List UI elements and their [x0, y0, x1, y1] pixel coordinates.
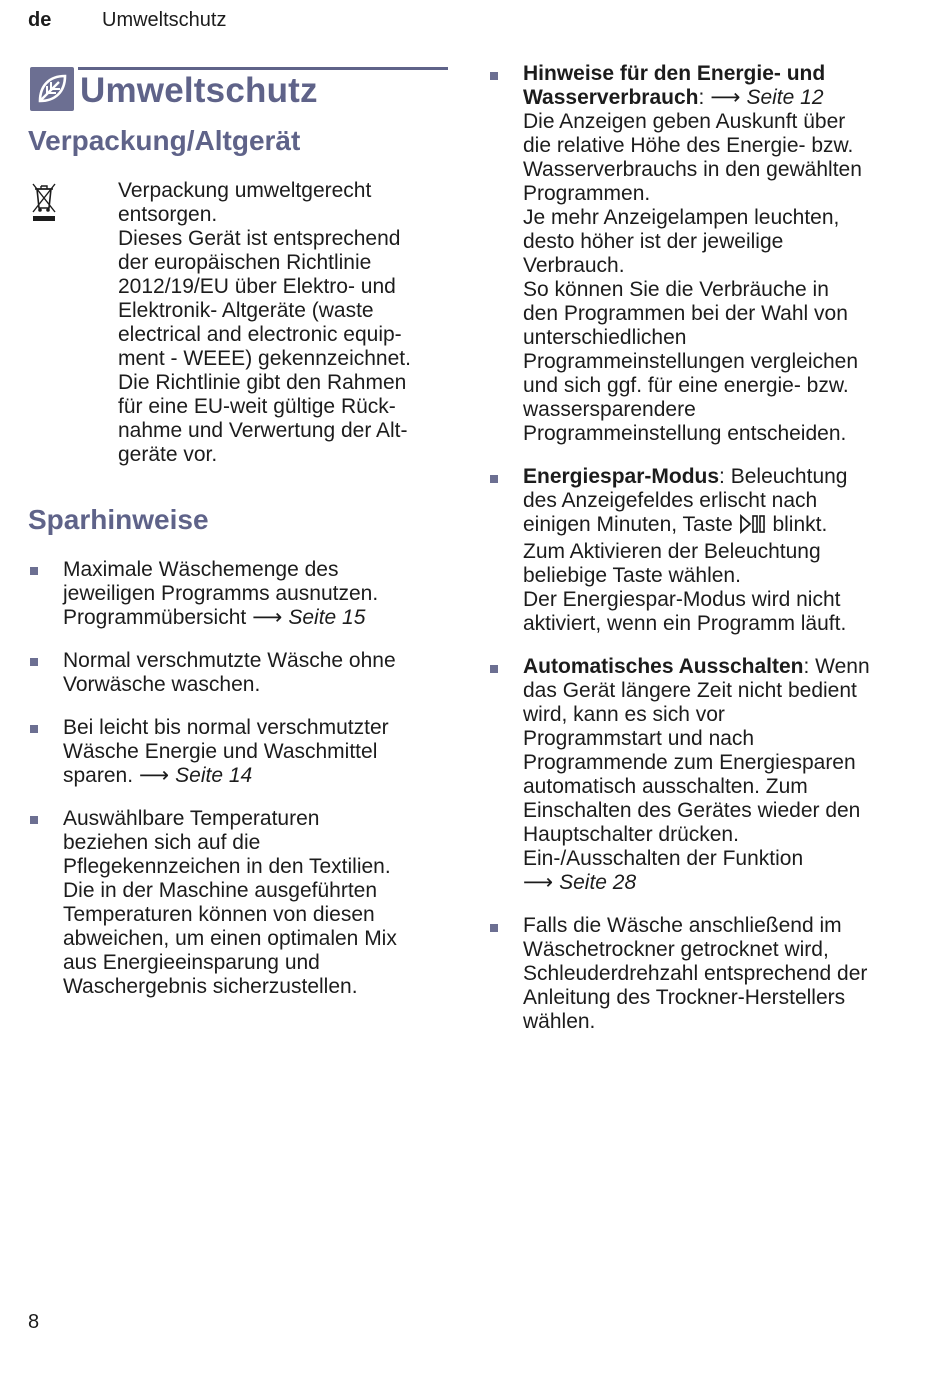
right-column [486, 62, 916, 1053]
text-line: beziehen sich auf die [63, 831, 261, 854]
chapter-heading [28, 66, 450, 118]
text-line: geräte vor. [118, 443, 218, 466]
bullet-square-icon [490, 475, 498, 483]
list-item-automatisches-ausschalten [486, 655, 916, 895]
left-column [28, 66, 450, 1018]
bullet-square-icon [30, 567, 38, 575]
text-line: Die Anzeigen geben Auskunft über [523, 110, 846, 133]
arrow-right-icon: ⟶ [523, 871, 554, 894]
item-heading-cont: Wasserverbrauch [523, 86, 699, 109]
text-line: und sich ggf. für eine energie- bzw. [523, 374, 849, 397]
text-line: Pflegekennzeichen in den Textilien. [63, 855, 391, 878]
text-line: für eine EU-weit gültige Rück- [118, 395, 396, 418]
text-line: electrical and electronic equip- [118, 323, 402, 346]
bullet-square-icon [490, 924, 498, 932]
reference-line [63, 764, 450, 788]
text-line: Wäschetrockner getrocknet wird, [523, 938, 829, 961]
text-line: automatisch ausschalten. Zum [523, 775, 808, 798]
list-item [28, 807, 450, 999]
text-line: Maximale Wäschemenge des [63, 558, 339, 581]
colon: : [698, 86, 705, 109]
text-line: Vorwäsche waschen. [63, 673, 261, 696]
text-line: die relative Höhe des Energie- bzw. [523, 134, 854, 157]
text-line: Wäsche Energie und Waschmittel [63, 740, 378, 763]
text-line: Zum Aktivieren der Beleuchtung [523, 540, 821, 563]
text-line: jeweiligen Programms ausnutzen. [63, 582, 379, 605]
list-item-energie-wasser [486, 62, 916, 446]
item-first-line [523, 655, 916, 679]
text-line-with-icon [523, 513, 916, 540]
text-line: Dieses Gerät ist entsprechend [118, 227, 401, 250]
text-line: Der Energiespar-Modus wird nicht [523, 588, 841, 611]
text-line: Programmen. [523, 182, 651, 205]
reference-text: sparen. [63, 764, 134, 787]
text-line: aus Energieeinsparung und [63, 951, 320, 974]
weee-text [118, 179, 450, 467]
text-line: Waschergebnis sicherzustellen. [63, 975, 358, 998]
chapter-title: Umweltschutz [80, 71, 318, 110]
text-line: abweichen, um einen optimalen Mix [63, 927, 397, 950]
text-line: wählen. [523, 1010, 596, 1033]
arrow-right-icon: ⟶ [710, 86, 741, 109]
list-item [28, 716, 450, 788]
list-item [28, 558, 450, 630]
item-heading: Hinweise für den Energie- und [523, 62, 826, 85]
text-line: nahme und Verwertung der Alt- [118, 419, 408, 442]
text-line: das Gerät längere Zeit nicht bedient [523, 679, 857, 702]
text-line: Temperaturen können von diesen [63, 903, 375, 926]
arrow-right-icon: ⟶ [139, 764, 170, 787]
text-line: der europäischen Richtlinie [118, 251, 372, 274]
bullet-square-icon [30, 658, 38, 666]
page-reference-link[interactable]: Seite 15 [288, 606, 366, 629]
text-line: Normal verschmutzte Wäsche ohne [63, 649, 396, 672]
text-line: wird, kann es sich vor [523, 703, 725, 726]
text-span: : Wenn [803, 655, 870, 678]
item-first-line [523, 465, 916, 489]
text-line: ment - WEEE) gekennzeichnet. [118, 347, 411, 370]
page-number: 8 [28, 1311, 40, 1333]
item-heading: Energiespar-Modus [523, 465, 720, 488]
text-line: Je mehr Anzeigelampen leuchten, [523, 206, 840, 229]
bullet-square-icon [30, 816, 38, 824]
text-line: des Anzeigefeldes erlischt nach [523, 489, 818, 512]
text-span: : Beleuchtung [719, 465, 848, 488]
text-line: Ein-/Ausschalten der Funktion [523, 847, 804, 870]
text-line: Verbrauch. [523, 254, 625, 277]
bullet-square-icon [490, 665, 498, 673]
reference-line [63, 606, 450, 630]
text-line: Anleitung des Trockner-Herstellers [523, 986, 846, 1009]
text-line: So können Sie die Verbräuche in [523, 278, 829, 301]
text-span: einigen Minuten, Taste [523, 513, 733, 536]
reference-line [523, 871, 916, 895]
bullet-square-icon [30, 725, 38, 733]
bullet-square-icon [490, 72, 498, 80]
text-line: Programmeinstellung entscheiden. [523, 422, 847, 445]
text-span: blinkt. [772, 513, 828, 536]
text-line: Die in der Maschine ausgeführten [63, 879, 378, 902]
right-list [486, 62, 916, 1034]
page-reference-link[interactable]: Seite 28 [559, 871, 637, 894]
header-language: de [28, 9, 52, 31]
text-line: unterschiedlichen [523, 326, 687, 349]
text-line: Einschalten des Gerätes wieder den [523, 799, 861, 822]
header-title: Umweltschutz [102, 9, 227, 31]
crossed-bin-icon [31, 181, 57, 229]
text-line: beliebige Taste wählen. [523, 564, 741, 587]
item-heading: Automatisches Ausschalten [523, 655, 804, 678]
page-reference-link[interactable]: Seite 14 [175, 764, 253, 787]
text-line: Die Richtlinie gibt den Rahmen [118, 371, 407, 394]
text-line: Auswählbare Temperaturen [63, 807, 320, 830]
text-line: Elektronik- Altgeräte (waste [118, 299, 374, 322]
text-line: aktiviert, wenn ein Programm läuft. [523, 612, 847, 635]
text-line: 2012/19/EU über Elektro- und [118, 275, 396, 298]
text-line: desto höher ist der jeweilige [523, 230, 784, 253]
arrow-right-icon: ⟶ [252, 606, 283, 629]
weee-block [28, 179, 450, 467]
list-item [28, 649, 450, 697]
text-line: Falls die Wäsche anschließend im [523, 914, 842, 937]
item-heading-line2 [523, 86, 916, 110]
text-line: Programmstart und nach [523, 727, 755, 750]
text-line: Verpackung umweltgerecht [118, 179, 372, 202]
leaf-icon [30, 67, 74, 111]
list-item-energiespar-modus [486, 465, 916, 636]
sparhinweise-list [28, 558, 450, 999]
text-line: entsorgen. [118, 203, 218, 226]
text-line: Bei leicht bis normal verschmutzter [63, 716, 389, 739]
list-item-trockner [486, 914, 916, 1034]
text-line: wassersparendere [523, 398, 696, 421]
text-line: Hauptschalter drücken. [523, 823, 739, 846]
text-line: den Programmen bei der Wahl von [523, 302, 848, 325]
text-line: Schleuderdrehzahl entsprechend der [523, 962, 868, 985]
chapter-rule [78, 67, 448, 70]
section-title-verpackung: Verpackung/Altgerät [28, 125, 301, 156]
play-pause-icon [739, 514, 767, 540]
page-reference-link[interactable]: Seite 12 [746, 86, 824, 109]
section-title-sparhinweise: Sparhinweise [28, 504, 209, 535]
text-line: Programmeinstellungen vergleichen [523, 350, 859, 373]
text-line: Wasserverbrauchs in den gewählten [523, 158, 862, 181]
text-line: Programmende zum Energiesparen [523, 751, 856, 774]
reference-text: Programmübersicht [63, 606, 247, 629]
